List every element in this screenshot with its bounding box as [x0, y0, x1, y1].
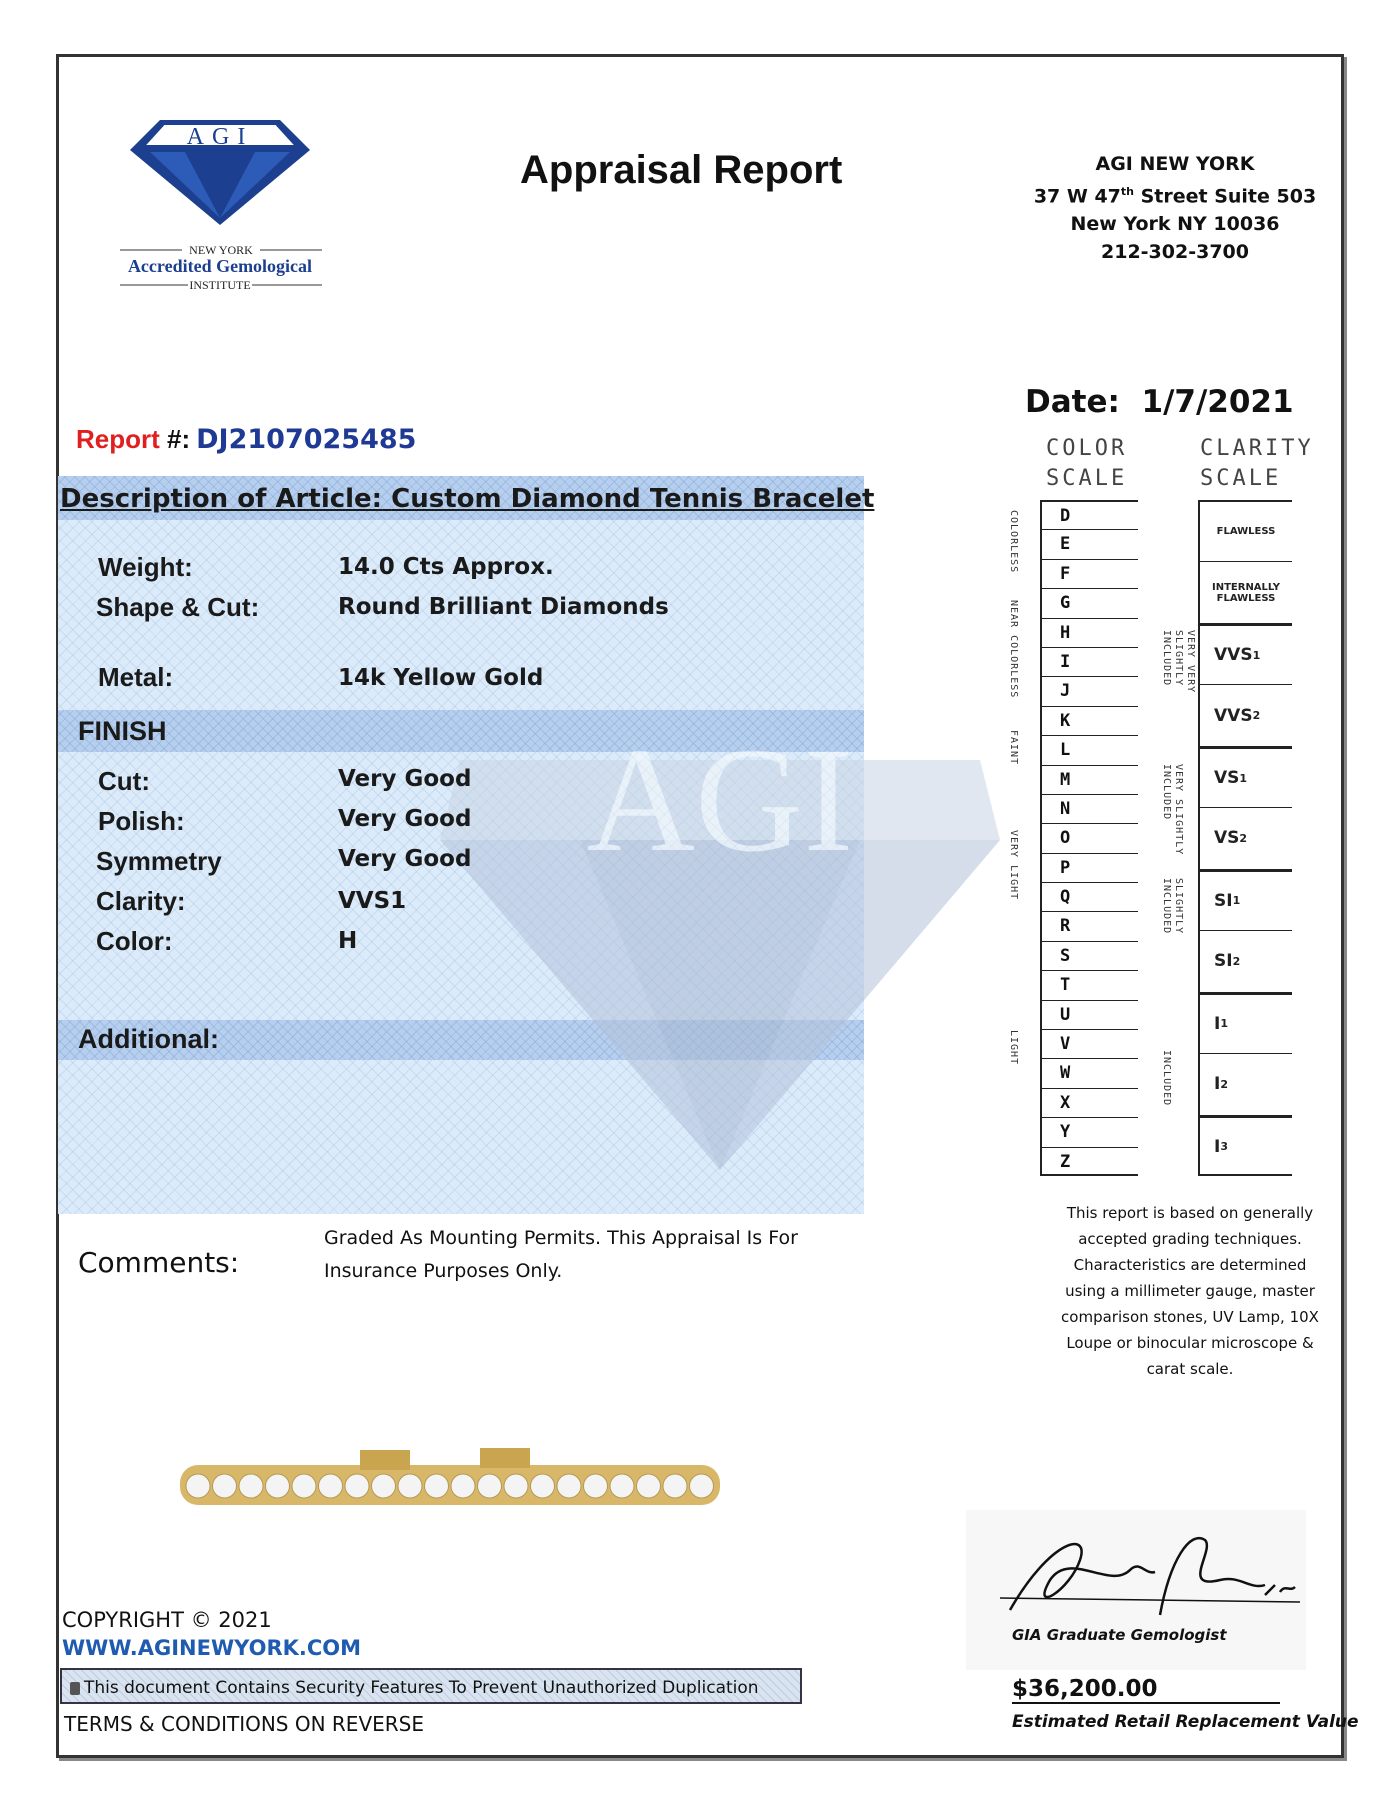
- company-address: [1000, 150, 1350, 266]
- appraised-value: $36,200.00: [1012, 1676, 1158, 1702]
- clarity-group-label: VERY VERY SLIGHTLY INCLUDED: [1161, 630, 1196, 694]
- color-grade-q: Q: [1042, 882, 1138, 911]
- diamond-stone: [398, 1474, 422, 1498]
- color-scale-title: COLOR SCALE: [1046, 436, 1128, 491]
- clarity-grade: SI 2: [1200, 930, 1292, 991]
- note-line: using a millimeter gauge, master: [1065, 1282, 1315, 1300]
- polish-value: Very Good: [338, 806, 472, 832]
- color-group-label: FAINT: [1008, 730, 1019, 766]
- color-group-label: NEAR COLORLESS: [1008, 600, 1019, 699]
- diamond-stone: [557, 1474, 581, 1498]
- color-grade-w: W: [1042, 1058, 1138, 1087]
- clarity-group-label: VERY SLIGHTLY INCLUDED: [1161, 764, 1184, 856]
- clarity-grade: I 2: [1200, 1053, 1292, 1114]
- polish-label: Polish:: [98, 806, 185, 836]
- color-grade-g: G: [1042, 588, 1138, 617]
- weight-value: 14.0 Cts Approx.: [338, 554, 554, 580]
- svg-text:INSTITUTE: INSTITUTE: [189, 278, 251, 292]
- color-grade-m: M: [1042, 765, 1138, 794]
- color-group-label: VERY LIGHT: [1008, 830, 1019, 901]
- diamond-stone: [451, 1474, 475, 1498]
- website-link[interactable]: WWW.AGINEWYORK.COM: [62, 1636, 362, 1660]
- color-grade-o: O: [1042, 823, 1138, 852]
- color-grade-v: V: [1042, 1029, 1138, 1058]
- color-grade-d: D: [1042, 500, 1138, 529]
- metal-value: 14k Yellow Gold: [338, 665, 544, 691]
- cut-label: Cut:: [98, 766, 150, 796]
- color-grade-t: T: [1042, 970, 1138, 999]
- diamond-stone: [425, 1474, 449, 1498]
- company-name: AGI NEW YORK: [1095, 153, 1255, 175]
- terms-notice: TERMS & CONDITIONS ON REVERSE: [64, 1712, 424, 1736]
- color-grade-n: N: [1042, 794, 1138, 823]
- company-street: 37 W 47th Street Suite 503: [1033, 185, 1317, 208]
- clarity-label: Clarity:: [96, 886, 186, 916]
- color-grade-e: E: [1042, 529, 1138, 558]
- note-line: accepted grading techniques.: [1078, 1230, 1302, 1248]
- color-grade-z: Z: [1042, 1147, 1138, 1176]
- comments-label: Comments:: [78, 1246, 240, 1279]
- agi-logo: [100, 100, 340, 300]
- note-line: Characteristics are determined: [1073, 1256, 1307, 1274]
- color-grade-h: H: [1042, 618, 1138, 647]
- weight-label: Weight:: [98, 552, 193, 582]
- diamond-stone: [186, 1474, 210, 1498]
- bracelet-image: [180, 1420, 720, 1520]
- diamond-stone: [637, 1474, 661, 1498]
- company-phone: 212-302-3700: [1101, 241, 1249, 264]
- color-grade-s: S: [1042, 941, 1138, 970]
- color-grade-i: I: [1042, 647, 1138, 676]
- diamond-stone: [584, 1474, 608, 1498]
- clarity-grade: VVS 1: [1200, 623, 1292, 684]
- comments-text: Graded As Mounting Permits. This Appraisal Is For Insurance Purposes Only.: [324, 1227, 798, 1282]
- color-grade-r: R: [1042, 911, 1138, 940]
- clarity-grade: SI 1: [1200, 869, 1292, 930]
- color-grade-x: X: [1042, 1088, 1138, 1117]
- color-grade-l: L: [1042, 735, 1138, 764]
- clarity-grade: FLAWLESS: [1200, 500, 1292, 561]
- diamond-stone: [610, 1474, 634, 1498]
- value-underline: [1012, 1702, 1280, 1704]
- diamond-stone: [478, 1474, 502, 1498]
- security-notice: This document Contains Security Features To Prevent Unauthorized Duplication: [60, 1668, 802, 1704]
- diamond-stone: [690, 1474, 714, 1498]
- diamond-stone: [213, 1474, 237, 1498]
- diamond-stone: [266, 1474, 290, 1498]
- note-line: This report is based on generally: [1066, 1204, 1314, 1222]
- grading-note: [1040, 1200, 1340, 1382]
- report-date: Date: 1/7/2021: [1025, 384, 1294, 420]
- symmetry-label: Symmetry: [96, 846, 222, 876]
- clarity-grade: VS 2: [1200, 807, 1292, 868]
- additional-title: Additional:: [78, 1024, 219, 1054]
- clarity-group-label: INCLUDED: [1161, 1050, 1172, 1107]
- page-title: Appraisal Report: [520, 148, 843, 192]
- gemologist-title: GIA Graduate Gemologist: [1012, 1626, 1227, 1644]
- color-group-label: LIGHT: [1008, 1030, 1019, 1066]
- description-of-article: Description of Article: Custom Diamond Tennis Bracelet: [60, 484, 875, 514]
- finish-title: FINISH: [78, 716, 167, 746]
- color-label: Color:: [96, 926, 173, 956]
- color-group-label: COLORLESS: [1008, 510, 1019, 574]
- clarity-grade: I 1: [1200, 992, 1292, 1053]
- agi-watermark: [420, 700, 1020, 1170]
- symmetry-value: Very Good: [338, 846, 472, 872]
- clarity-grade: INTERNALLY FLAWLESS: [1200, 561, 1292, 622]
- clarity-grade: I 3: [1200, 1115, 1292, 1176]
- report-number: Report #: DJ2107025485: [76, 424, 417, 455]
- color-grade-j: J: [1042, 676, 1138, 705]
- clarity-scale: [1198, 500, 1292, 1176]
- shape-cut-value: Round Brilliant Diamonds: [338, 594, 669, 620]
- note-line: comparison stones, UV Lamp, 10X: [1061, 1308, 1319, 1326]
- svg-text:AGI: AGI: [586, 717, 854, 883]
- svg-text:Accredited Gemological: Accredited Gemological: [127, 256, 313, 276]
- color-grade-k: K: [1042, 706, 1138, 735]
- value-label: Estimated Retail Replacement Value: [1012, 1712, 1359, 1732]
- clarity-scale-title: CLARITY SCALE: [1200, 436, 1314, 491]
- diamond-stone: [531, 1474, 555, 1498]
- diamond-stone: [292, 1474, 316, 1498]
- diamond-stone: [372, 1474, 396, 1498]
- color-value: H: [338, 928, 358, 954]
- copyright-text: COPYRIGHT © 2021: [62, 1608, 272, 1632]
- metal-label: Metal:: [98, 662, 174, 692]
- color-grade-f: F: [1042, 559, 1138, 588]
- diamond-stone: [319, 1474, 343, 1498]
- cut-value: Very Good: [338, 766, 472, 792]
- clarity-group-label: SLIGHTLY INCLUDED: [1161, 878, 1184, 935]
- clarity-grade: VS 1: [1200, 746, 1292, 807]
- diamond-stone: [239, 1474, 263, 1498]
- svg-text:AGI: AGI: [186, 124, 254, 150]
- color-grade-p: P: [1042, 853, 1138, 882]
- svg-text:NEW YORK: NEW YORK: [189, 243, 253, 257]
- signature-image: [990, 1520, 1310, 1630]
- note-line: Loupe or binocular microscope &: [1066, 1334, 1314, 1352]
- shape-cut-label: Shape & Cut:: [96, 592, 260, 622]
- clarity-value: VVS1: [338, 888, 407, 914]
- color-scale: [1040, 500, 1142, 1176]
- diamond-stone: [504, 1474, 528, 1498]
- diamond-stone: [345, 1474, 369, 1498]
- color-grade-y: Y: [1042, 1117, 1138, 1146]
- diamond-stone: [663, 1474, 687, 1498]
- company-city: New York NY 10036: [1070, 213, 1280, 236]
- lock-icon: [70, 1682, 80, 1695]
- clarity-grade: VVS 2: [1200, 684, 1292, 745]
- note-line: carat scale.: [1146, 1360, 1234, 1378]
- color-grade-u: U: [1042, 1000, 1138, 1029]
